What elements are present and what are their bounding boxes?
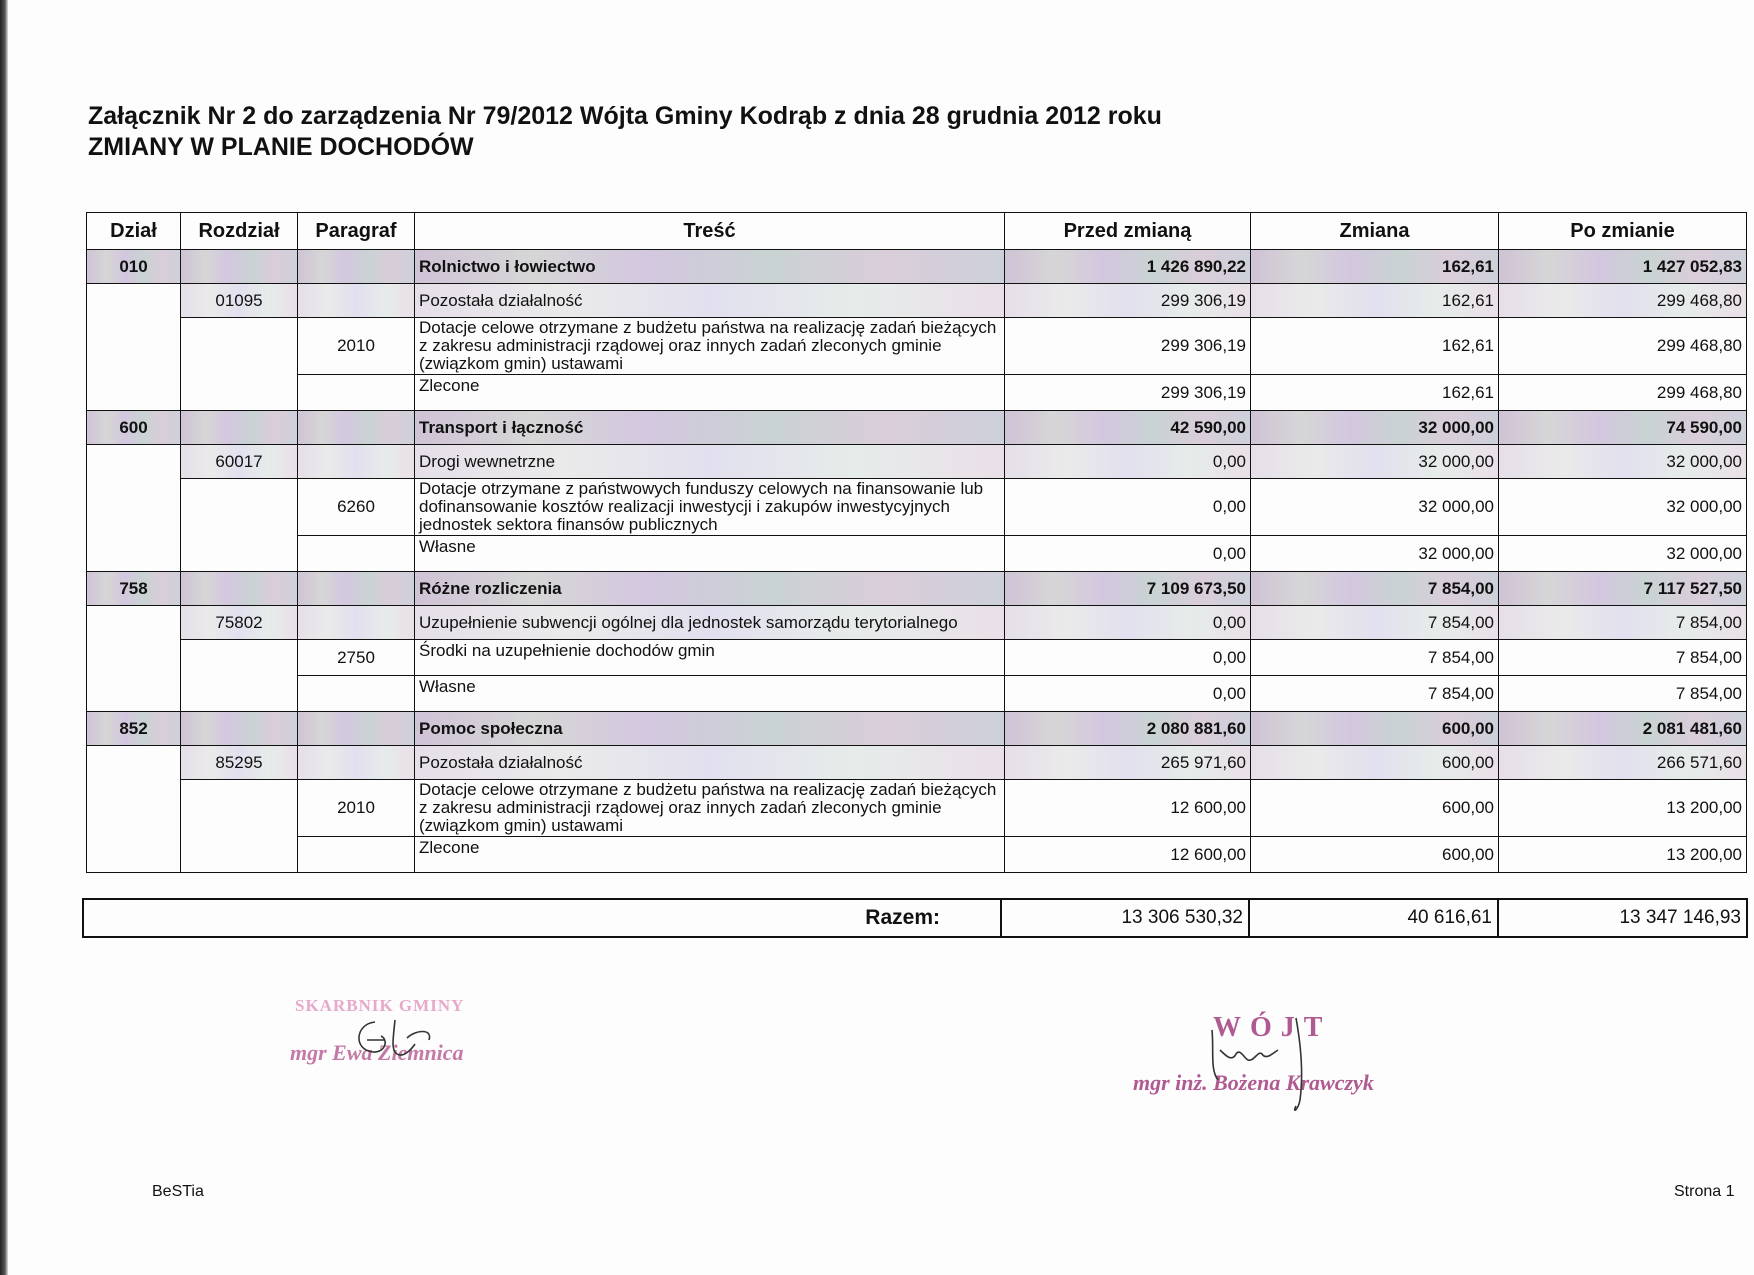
zmiana-value: 32 000,00 bbox=[1251, 445, 1499, 479]
rozdzial-code: 75802 bbox=[181, 606, 298, 640]
header-paragraf: Paragraf bbox=[298, 213, 415, 250]
dzial-name: Pomoc społeczna bbox=[415, 712, 1005, 746]
paragraf-text: Dotacje celowe otrzymane z budżetu państwa na realizację zadań bieżących z zakresu administracji rządowej oraz innych zadań zleconych gminie (związkom gmin) ustawami bbox=[415, 318, 1005, 375]
empty-cell bbox=[298, 746, 415, 780]
dzial-name: Różne rozliczenia bbox=[415, 572, 1005, 606]
footer-software: BeSTia bbox=[152, 1183, 204, 1200]
zmiana-value: 162,61 bbox=[1251, 318, 1499, 375]
zmiana-value: 7 854,00 bbox=[1251, 572, 1499, 606]
empty-cell bbox=[181, 411, 298, 445]
po-value: 7 854,00 bbox=[1499, 606, 1747, 640]
table-row-source bbox=[87, 676, 1747, 712]
empty-cell bbox=[298, 572, 415, 606]
source-label: Własne bbox=[415, 676, 1005, 712]
empty-cell bbox=[181, 780, 298, 873]
po-value: 299 468,80 bbox=[1499, 318, 1747, 375]
empty-cell bbox=[298, 284, 415, 318]
header-po: Po zmianie bbox=[1499, 213, 1747, 250]
total-zmiana: 40 616,61 bbox=[1249, 899, 1498, 937]
document-subtitle: ZMIANY W PLANIE DOCHODÓW bbox=[88, 133, 474, 161]
rozdzial-name: Pozostała działalność bbox=[415, 284, 1005, 318]
empty-cell bbox=[298, 676, 415, 712]
table-row-rozdzial bbox=[87, 445, 1747, 479]
source-label: Zlecone bbox=[415, 837, 1005, 873]
table-row-dzial bbox=[87, 411, 1747, 445]
przed-value: 42 590,00 bbox=[1005, 411, 1251, 445]
table-row-rozdzial bbox=[87, 284, 1747, 318]
zmiana-value: 162,61 bbox=[1251, 375, 1499, 411]
rozdzial-name: Pozostała działalność bbox=[415, 746, 1005, 780]
paragraf-code: 2010 bbox=[298, 318, 415, 375]
rozdzial-code: 01095 bbox=[181, 284, 298, 318]
przed-value: 299 306,19 bbox=[1005, 375, 1251, 411]
paragraf-text: Dotacje otrzymane z państwowych funduszy celowych na finansowanie lub dofinansowanie kosztów realizacji inwestycji i zakupów inwestycyjnych jednostek sektora finansów publicznych bbox=[415, 479, 1005, 536]
table-row-paragraf bbox=[87, 780, 1747, 837]
dzial-name: Transport i łączność bbox=[415, 411, 1005, 445]
header-przed: Przed zmianą bbox=[1005, 213, 1251, 250]
dzial-code: 758 bbox=[87, 572, 181, 606]
table-row-rozdzial bbox=[87, 606, 1747, 640]
po-value: 7 854,00 bbox=[1499, 676, 1747, 712]
przed-value: 0,00 bbox=[1005, 676, 1251, 712]
document-title: Załącznik Nr 2 do zarządzenia Nr 79/2012 Wójta Gminy Kodrąb z dnia 28 grudnia 2012 roku bbox=[88, 102, 1162, 130]
zmiana-value: 600,00 bbox=[1251, 712, 1499, 746]
total-przed: 13 306 530,32 bbox=[1001, 899, 1249, 937]
empty-cell bbox=[298, 712, 415, 746]
zmiana-value: 7 854,00 bbox=[1251, 606, 1499, 640]
empty-cell bbox=[298, 411, 415, 445]
total-table bbox=[82, 898, 1748, 938]
przed-value: 299 306,19 bbox=[1005, 318, 1251, 375]
total-label: Razem: bbox=[83, 899, 1001, 937]
zmiana-value: 32 000,00 bbox=[1251, 411, 1499, 445]
table-row-paragraf bbox=[87, 640, 1747, 676]
empty-cell bbox=[181, 712, 298, 746]
przed-value: 0,00 bbox=[1005, 640, 1251, 676]
zmiana-value: 162,61 bbox=[1251, 250, 1499, 284]
po-value: 13 200,00 bbox=[1499, 837, 1747, 873]
header-rozdzial: Rozdział bbox=[181, 213, 298, 250]
total-row bbox=[83, 899, 1747, 937]
po-value: 1 427 052,83 bbox=[1499, 250, 1747, 284]
empty-cell bbox=[181, 479, 298, 572]
treasurer-stamp-title: SKARBNIK GMINY bbox=[295, 996, 465, 1015]
zmiana-value: 162,61 bbox=[1251, 284, 1499, 318]
rozdzial-name: Uzupełnienie subwencji ogólnej dla jednostek samorządu terytorialnego bbox=[415, 606, 1005, 640]
mayor-stamp-title: WÓJT bbox=[1213, 1012, 1332, 1043]
przed-value: 7 109 673,50 bbox=[1005, 572, 1251, 606]
rozdzial-code: 60017 bbox=[181, 445, 298, 479]
treasurer-signature bbox=[345, 1010, 455, 1070]
zmiana-value: 32 000,00 bbox=[1251, 536, 1499, 572]
po-value: 13 200,00 bbox=[1499, 780, 1747, 837]
mayor-stamp-name: mgr inż. Bożena Krawczyk bbox=[1133, 1070, 1374, 1095]
empty-cell bbox=[298, 606, 415, 640]
przed-value: 299 306,19 bbox=[1005, 284, 1251, 318]
empty-cell bbox=[181, 572, 298, 606]
table-row-dzial bbox=[87, 712, 1747, 746]
po-value: 299 468,80 bbox=[1499, 284, 1747, 318]
scan-edge bbox=[0, 0, 8, 1275]
dzial-code: 852 bbox=[87, 712, 181, 746]
table-header-row bbox=[87, 213, 1747, 250]
income-plan-table bbox=[86, 212, 1747, 873]
mayor-signature bbox=[1200, 1010, 1340, 1120]
dzial-code: 010 bbox=[87, 250, 181, 284]
po-value: 74 590,00 bbox=[1499, 411, 1747, 445]
paragraf-text: Dotacje celowe otrzymane z budżetu państwa na realizację zadań bieżących z zakresu administracji rządowej oraz innych zadań zleconych gminie (związkom gmin) ustawami bbox=[415, 780, 1005, 837]
po-value: 32 000,00 bbox=[1499, 536, 1747, 572]
table-row-dzial bbox=[87, 572, 1747, 606]
paragraf-code: 2750 bbox=[298, 640, 415, 676]
paragraf-code: 2010 bbox=[298, 780, 415, 837]
empty-cell bbox=[181, 318, 298, 411]
przed-value: 2 080 881,60 bbox=[1005, 712, 1251, 746]
po-value: 7 854,00 bbox=[1499, 640, 1747, 676]
przed-value: 0,00 bbox=[1005, 536, 1251, 572]
header-tresc: Treść bbox=[415, 213, 1005, 250]
po-value: 32 000,00 bbox=[1499, 479, 1747, 536]
empty-cell bbox=[87, 606, 181, 712]
empty-cell bbox=[298, 837, 415, 873]
table-row-source bbox=[87, 375, 1747, 411]
przed-value: 1 426 890,22 bbox=[1005, 250, 1251, 284]
przed-value: 0,00 bbox=[1005, 606, 1251, 640]
header-dzial: Dział bbox=[87, 213, 181, 250]
empty-cell bbox=[181, 250, 298, 284]
po-value: 32 000,00 bbox=[1499, 445, 1747, 479]
zmiana-value: 32 000,00 bbox=[1251, 479, 1499, 536]
footer-page-number: Strona 1 bbox=[1674, 1183, 1735, 1200]
zmiana-value: 600,00 bbox=[1251, 837, 1499, 873]
dzial-name: Rolnictwo i łowiectwo bbox=[415, 250, 1005, 284]
table-row-dzial bbox=[87, 250, 1747, 284]
empty-cell bbox=[87, 284, 181, 411]
przed-value: 0,00 bbox=[1005, 479, 1251, 536]
przed-value: 265 971,60 bbox=[1005, 746, 1251, 780]
zmiana-value: 600,00 bbox=[1251, 780, 1499, 837]
treasurer-stamp-name: mgr Ewa Ziemnica bbox=[290, 1040, 464, 1065]
po-value: 299 468,80 bbox=[1499, 375, 1747, 411]
empty-cell bbox=[298, 445, 415, 479]
empty-cell bbox=[87, 746, 181, 873]
table-row-source bbox=[87, 837, 1747, 873]
zmiana-value: 600,00 bbox=[1251, 746, 1499, 780]
przed-value: 12 600,00 bbox=[1005, 837, 1251, 873]
table-row-paragraf bbox=[87, 479, 1747, 536]
empty-cell bbox=[298, 536, 415, 572]
dzial-code: 600 bbox=[87, 411, 181, 445]
empty-cell bbox=[181, 640, 298, 712]
zmiana-value: 7 854,00 bbox=[1251, 676, 1499, 712]
empty-cell bbox=[298, 375, 415, 411]
po-value: 7 117 527,50 bbox=[1499, 572, 1747, 606]
przed-value: 0,00 bbox=[1005, 445, 1251, 479]
header-zmiana: Zmiana bbox=[1251, 213, 1499, 250]
empty-cell bbox=[298, 250, 415, 284]
table-row-source bbox=[87, 536, 1747, 572]
table-row-paragraf bbox=[87, 318, 1747, 375]
rozdzial-code: 85295 bbox=[181, 746, 298, 780]
przed-value: 12 600,00 bbox=[1005, 780, 1251, 837]
source-label: Własne bbox=[415, 536, 1005, 572]
zmiana-value: 7 854,00 bbox=[1251, 640, 1499, 676]
empty-cell bbox=[87, 445, 181, 572]
source-label: Zlecone bbox=[415, 375, 1005, 411]
paragraf-code: 6260 bbox=[298, 479, 415, 536]
paragraf-text: Środki na uzupełnienie dochodów gmin bbox=[415, 640, 1005, 676]
table-row-rozdzial bbox=[87, 746, 1747, 780]
po-value: 2 081 481,60 bbox=[1499, 712, 1747, 746]
rozdzial-name: Drogi wewnetrzne bbox=[415, 445, 1005, 479]
total-po: 13 347 146,93 bbox=[1498, 899, 1747, 937]
po-value: 266 571,60 bbox=[1499, 746, 1747, 780]
